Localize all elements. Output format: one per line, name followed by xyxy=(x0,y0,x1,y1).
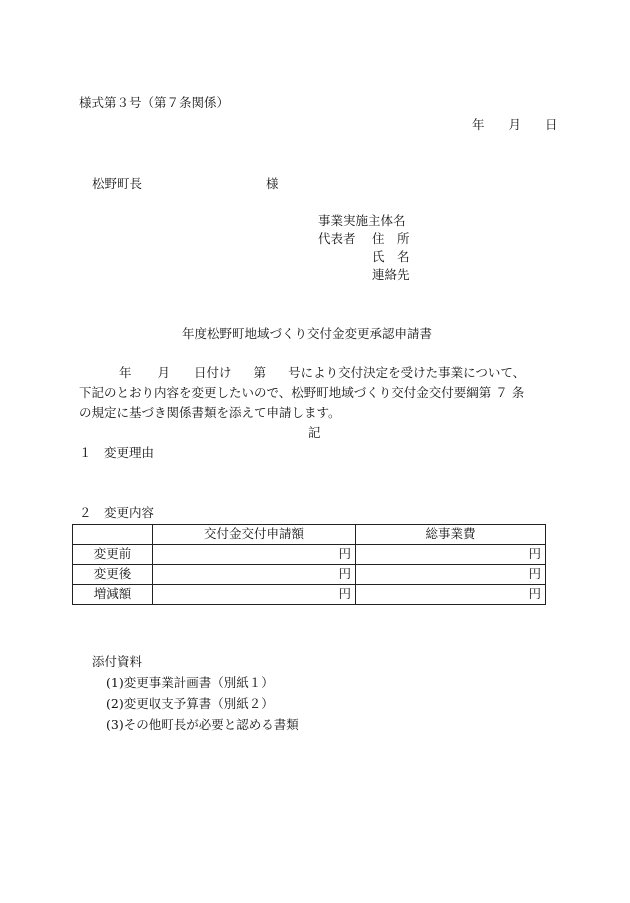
change-table xyxy=(72,524,546,605)
total-cost-cell[interactable]: 円 xyxy=(356,585,546,605)
date-year: 年 xyxy=(472,117,485,132)
body-paragraph xyxy=(79,363,554,423)
name-label: 氏 名 xyxy=(372,249,410,264)
section-change-reason: １ 変更理由 xyxy=(79,445,155,460)
total-cost-cell[interactable]: 円 xyxy=(356,545,546,565)
address-label: 住 所 xyxy=(372,231,410,246)
contact-label: 連絡先 xyxy=(372,267,410,282)
attachment-item: (2)変更収支予算書（別紙２） xyxy=(106,696,274,711)
entity-label: 事業実施主体名 xyxy=(318,213,406,228)
document-title: 年度松野町地域づくり交付金変更承認申請書 xyxy=(182,326,433,341)
table-header-grant-amount: 交付金交付申請額 xyxy=(153,525,356,545)
body-year: 年 xyxy=(119,365,132,380)
addressee-honorific: 様 xyxy=(266,176,279,191)
table-row xyxy=(73,585,546,605)
body-line-2: 下記のとおり内容を変更したいので、松野町地域づくり交付金交付要綱第 ７ 条 xyxy=(79,385,525,400)
grant-amount-cell[interactable]: 円 xyxy=(153,585,356,605)
total-cost-cell[interactable]: 円 xyxy=(356,565,546,585)
date-month: 月 xyxy=(508,117,522,132)
table-row xyxy=(73,545,546,565)
body-month: 月 xyxy=(157,365,171,380)
body-no: 第 xyxy=(253,365,267,380)
attachments-heading: 添付資料 xyxy=(92,654,143,669)
grant-amount-cell[interactable]: 円 xyxy=(153,565,356,585)
attachment-item: (1)変更事業計画書（別紙１） xyxy=(106,675,274,690)
body-line-3: の規定に基づき関係書類を添えて申請します。 xyxy=(79,405,341,420)
date-line xyxy=(472,119,558,132)
row-label: 変更後 xyxy=(73,565,153,585)
table-header-row xyxy=(73,525,546,545)
section-change-content: ２ 変更内容 xyxy=(79,505,155,520)
table-row xyxy=(73,565,546,585)
table-header-total-cost: 総事業費 xyxy=(356,525,546,545)
attachment-item: (3)その他町長が必要と認める書類 xyxy=(106,717,299,732)
attachments-block xyxy=(92,651,299,735)
row-label: 増減額 xyxy=(73,585,153,605)
body-line-1 xyxy=(79,363,554,383)
body-line-1-rest: 号により交付決定を受けた事業について、 xyxy=(288,365,526,380)
body-day: 日付け xyxy=(194,365,232,380)
grant-amount-cell[interactable]: 円 xyxy=(153,545,356,565)
table-header-corner xyxy=(73,525,153,545)
addressee-name: 松野町長 xyxy=(92,176,143,191)
row-label: 変更前 xyxy=(73,545,153,565)
ki-marker: 記 xyxy=(308,425,321,440)
form-number: 様式第３号（第７条関係） xyxy=(79,95,230,110)
date-day: 日 xyxy=(545,117,558,132)
representative-label: 代表者 xyxy=(318,231,356,246)
